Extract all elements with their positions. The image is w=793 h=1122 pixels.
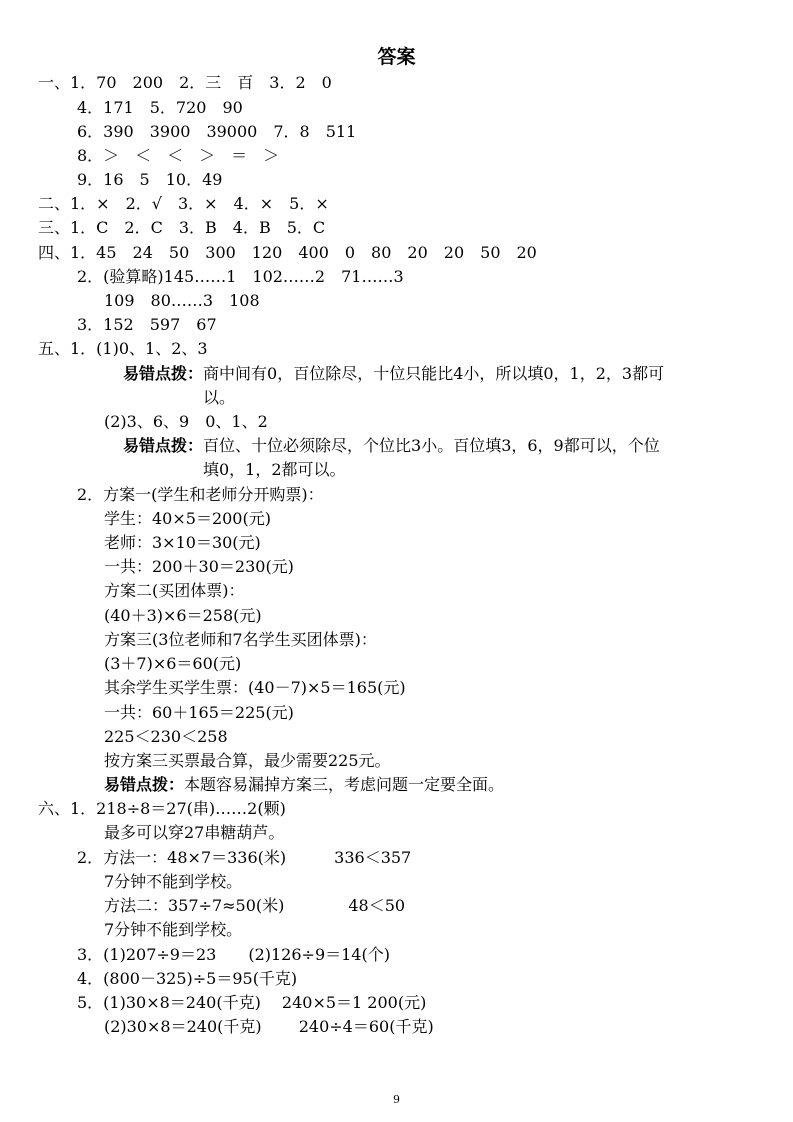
answer-line: 225＜230＜258	[104, 727, 228, 746]
tip-text: 商中间有0，百位除尽，十位只能比4小，所以填0，1，2，3都可	[203, 364, 665, 383]
answer-line: 109 80……3 108	[104, 291, 260, 310]
answer-line: 4．(800－325)÷5＝95(千克)	[77, 969, 298, 988]
answer-line: 3．(1)207÷9＝23 (2)126÷9＝14(个)	[77, 945, 390, 964]
answer-line: 学生：40×5＝200(元)	[104, 509, 271, 528]
answer-line: 9．16 5 10．49	[77, 170, 223, 189]
answer-line: 填0，1，2都可以。	[203, 460, 346, 479]
answer-line: 一、1．70 200 2．三 百 3．2 0	[38, 73, 332, 92]
answer-line: 二、1．× 2．√ 3．× 4．× 5．×	[38, 194, 329, 213]
tip-label: 易错点拨：	[123, 364, 204, 383]
answer-line: 其余学生买学生票：(40－7)×5＝165(元)	[104, 678, 406, 697]
answer-line: 一共：60＋165＝225(元)	[104, 703, 294, 722]
answer-line: (3＋7)×6＝60(元)	[104, 654, 242, 673]
answer-line: 7分钟不能到学校。	[104, 872, 243, 891]
page-title: 答案	[377, 46, 416, 68]
answer-line: 老师：3×10＝30(元)	[104, 533, 261, 552]
answer-line: 三、1．C 2．C 3．B 4．B 5．C	[38, 218, 326, 237]
answer-line: 一共：200＋30＝230(元)	[104, 557, 294, 576]
answer-line: (2)30×8＝240(千克) 240÷4＝60(千克)	[104, 1017, 434, 1036]
answer-line: 3．152 597 67	[77, 315, 217, 334]
answer-line: 2．方案一(学生和老师分开购票)：	[77, 485, 324, 504]
answer-line: 8．＞ ＜ ＜ ＞ ＝ ＞	[77, 146, 280, 165]
answer-line: 方法二：357÷7≈50(米) 48＜50	[104, 896, 406, 915]
answer-line: 5．(1)30×8＝240(千克) 240×5＝1 200(元)	[77, 993, 427, 1012]
answer-line: (2)3、6、9 0、1、2	[104, 412, 268, 431]
tip-text: 本题容易漏掉方案三，考虑问题一定要全面。	[184, 775, 505, 794]
tip-line	[104, 775, 504, 795]
answer-line: (40＋3)×6＝258(元)	[104, 606, 262, 625]
answer-line: 4．171 5．720 90	[77, 98, 243, 117]
tip-label: 易错点拨：	[104, 775, 185, 794]
answer-line: 2．方法一：48×7＝336(米) 336＜357	[77, 848, 412, 867]
answer-line: 五、1．(1)0、1、2、3	[38, 339, 208, 358]
tip-label: 易错点拨：	[123, 436, 204, 455]
tip-line	[123, 364, 664, 384]
answer-line: 7分钟不能到学校。	[104, 920, 243, 939]
answer-line: 6．390 3900 39000 7．8 511	[77, 122, 357, 141]
answer-line: 最多可以穿27串糖葫芦。	[104, 823, 285, 842]
answer-line: 四、1．45 24 50 300 120 400 0 80 20 20 50 20	[38, 243, 537, 262]
answer-line: 方案三(3位老师和7名学生买团体票)：	[104, 630, 377, 649]
answer-line: 2．(验算略)145……1 102……2 71……3	[77, 267, 404, 286]
tip-text: 百位、十位必须除尽，个位比3小。百位填3，6，9都可以，个位	[203, 436, 660, 455]
page-number: 9	[393, 1093, 400, 1106]
tip-line	[123, 436, 660, 456]
answer-line: 按方案三买票最合算，最少需要225元。	[104, 751, 391, 770]
answer-line: 六、1．218÷8＝27(串)……2(颗)	[38, 799, 286, 818]
answer-line: 以。	[203, 388, 236, 407]
answer-line: 方案二(买团体票)：	[104, 581, 245, 600]
